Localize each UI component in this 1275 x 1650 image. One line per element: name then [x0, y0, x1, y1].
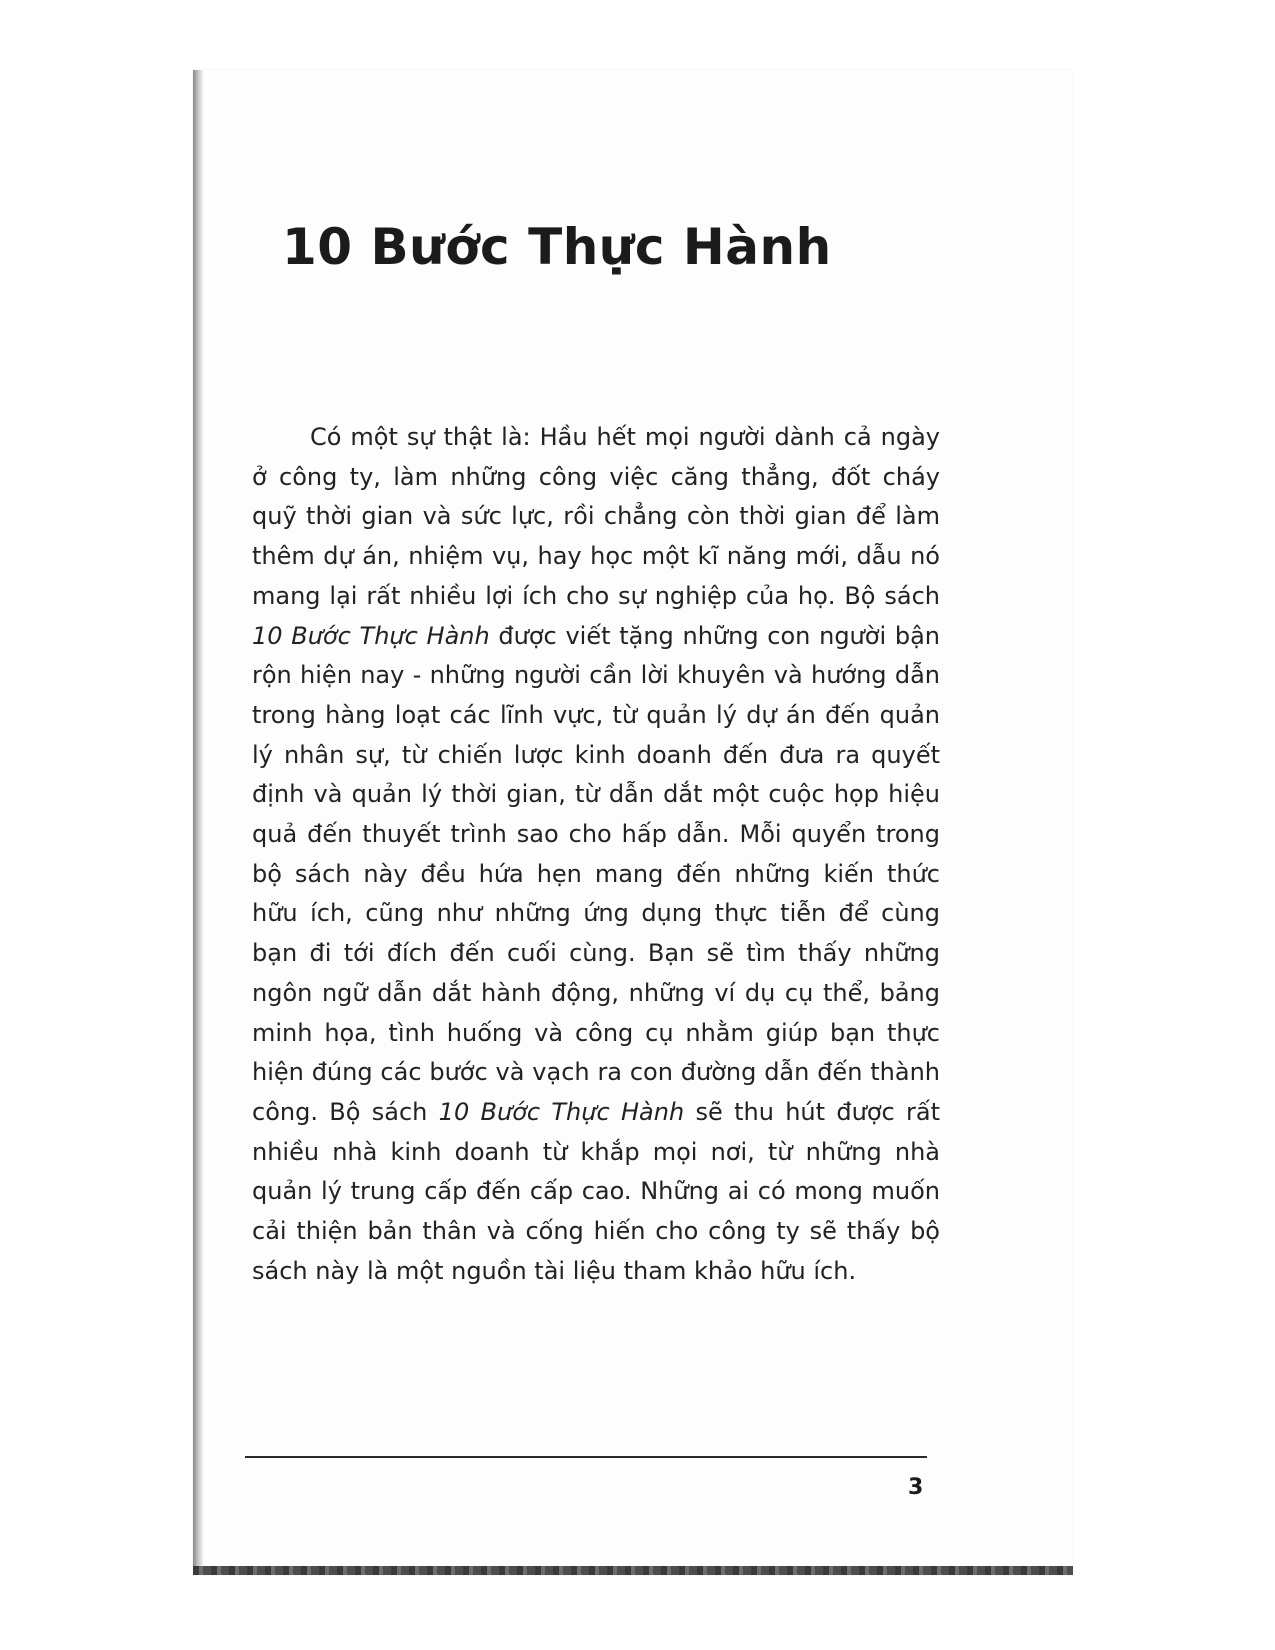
body-text-segment: được viết tặng những con người bận rộn hiện nay - những người cần lời khuyên và hướng dẫn trong hàng loạt các lĩnh vực, từ quản lý dự án đến quản lý nhân sự, từ chiến lược kinh doanh đến đưa ra quyết định và quản lý thời gian, từ dẫn dắt một cuộc họp hiệu quả đến thuyết trình sao cho hấp dẫn. Mỗi quyển trong bộ sách này đều hứa hẹn mang đến những kiến thức hữu ích, cũng như những ứng dụng thực tiễn để cùng bạn đi tới đích đến cuối cùng. Bạn sẽ tìm thấy những ngôn ngữ dẫn dắt hành động, những ví dụ cụ thể, bảng minh họa, tình huống và công cụ nhằm giúp bạn thực hiện đúng các bước và vạch ra con đường dẫn đến thành công. Bộ sách	[252, 621, 940, 1126]
book-series-title-italic: 10 Bước Thực Hành	[252, 621, 490, 650]
book-series-title-italic: 10 Bước Thực Hành	[438, 1097, 685, 1126]
body-text-segment: Có một sự thật là: Hầu hết mọi người dành cả ngày ở công ty, làm những công việc căng thẳng, đốt cháy quỹ thời gian và sức lực, rồi chẳng còn thời gian để làm thêm dự án, nhiệm vụ, hay học một kĩ năng mới, dẫu nó mang lại rất nhiều lợi ích cho sự nghiệp của họ. Bộ sách	[252, 423, 940, 610]
footer-divider	[245, 1456, 927, 1458]
chapter-title: 10 Bước Thực Hành	[282, 218, 832, 276]
page-spine-shadow	[193, 70, 203, 1575]
page-bottom-edge	[193, 1566, 1073, 1575]
page-number: 3	[908, 1475, 924, 1500]
body-text-segment: sẽ thu hút được rất nhiều nhà kinh doanh từ khắp mọi nơi, từ những nhà quản lý trung cấp đến cấp cao. Những ai có mong muốn cải thiện bản thân và cống hiến cho công ty sẽ thấy bộ sách này là một nguồn tài liệu tham khảo hữu ích.	[252, 1097, 940, 1285]
body-paragraph	[252, 418, 940, 1291]
